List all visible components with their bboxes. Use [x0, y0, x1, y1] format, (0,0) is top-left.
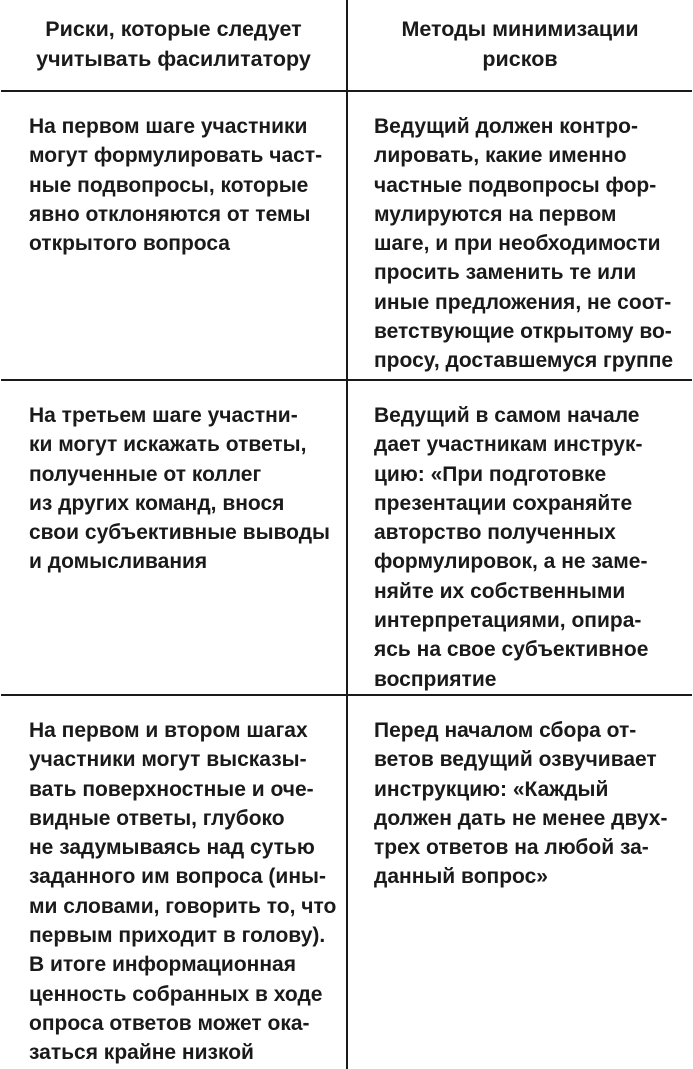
method-cell [347, 380, 692, 695]
cell-text-line: видные ответы, глубоко [29, 806, 285, 830]
cell-text-line: ценность собранных в ходе [29, 982, 323, 1006]
cell-text-line: На третьем шаге участни- [29, 404, 298, 427]
cell-text-line: просу, доставшемуся группе [374, 349, 674, 373]
cell-text-line: На первом шаге участники [29, 115, 308, 138]
cell-text-line: В итоге информационная [29, 953, 296, 977]
cell-text-line: ные подвопросы, которые [29, 173, 309, 197]
cell-text-line: свои субъективные выводы [29, 521, 330, 545]
cell-text-line: мулируются на первом [374, 202, 617, 226]
cell-text-line: иные предложения, не соот- [374, 290, 672, 314]
cell-text-line: и домысливания [29, 550, 208, 574]
cell-text-line: интерпретациями, опира- [374, 609, 642, 633]
risk-cell [1, 380, 347, 695]
cell-text-line: участники могут высказы- [29, 748, 307, 772]
risk-cell [1, 695, 347, 1069]
cell-text-line: шаге, и при необходимости [374, 232, 661, 256]
cell-text-line: ветствующие открытому во- [374, 320, 672, 344]
cell-text-line: данный вопрос» [374, 865, 548, 889]
cell-text-line: заться крайне низкой [29, 1041, 254, 1065]
cell-text-line: восприятие [374, 667, 497, 691]
cell-text-line: частные подвопросы фор- [374, 173, 657, 197]
cell-text-line: ясь на свое субъективное [374, 638, 649, 662]
method-cell [347, 91, 692, 380]
cell-text-line: заданного им вопроса (ины- [29, 865, 326, 889]
header-line: Риски, которые следует [45, 17, 302, 41]
cell-text-line: лировать, какие именно [374, 144, 627, 168]
header-row [1, 0, 692, 91]
cell-text-line: открытого вопроса [29, 232, 230, 256]
header-line: рисков [482, 47, 558, 71]
cell-text-line: дает участникам инструк- [374, 433, 643, 457]
table-row [1, 380, 692, 695]
cell-text-line: должен дать не менее двух- [374, 806, 668, 830]
cell-text-line: из других команд, внося [29, 491, 285, 515]
header-line: учитывать фасилитатору [36, 47, 311, 71]
cell-text-line: опроса ответов может ока- [29, 1011, 310, 1035]
cell-text-line: Перед началом сбора от- [374, 718, 637, 742]
cell-text-line: формулировок, а не заме- [374, 550, 648, 574]
cell-text-line: первым приходит в голову). [29, 924, 326, 948]
cell-text-line: просить заменить те или [374, 261, 637, 285]
cell-text-line: ки могут искажать ответы, [29, 433, 307, 457]
cell-text-line: ветов ведущий озвучивает [374, 748, 657, 772]
cell-text-line: не задумываясь над сутью [29, 836, 315, 860]
cell-text-line: авторство полученных [374, 521, 616, 545]
header-line: Методы минимизации [401, 17, 639, 41]
header-risks [1, 0, 347, 91]
risks-table [1, 0, 692, 1069]
cell-text-line: ми словами, говорить то, что [29, 894, 337, 918]
table-row [1, 91, 692, 380]
cell-text-line: цию: «При подготовке [374, 462, 607, 486]
cell-text-line: полученные от коллег [29, 462, 262, 486]
header-methods [347, 0, 692, 91]
cell-text-line: няйте их собственными [374, 579, 626, 603]
table-row [1, 695, 692, 1069]
cell-text-line: вать поверхностные и оче- [29, 777, 314, 801]
cell-text-line: явно отклоняются от темы [29, 202, 311, 226]
cell-text-line: могут формулировать част- [29, 144, 323, 168]
cell-text-line: презентации сохраняйте [374, 491, 633, 515]
cell-text-line: На первом и втором шагах [29, 718, 308, 742]
cell-text-line: Ведущий в самом начале [374, 404, 640, 427]
method-cell [347, 695, 692, 1069]
cell-text-line: инструкцию: «Каждый [374, 777, 609, 801]
risk-cell [1, 91, 347, 380]
cell-text-line: трех ответов на любой за- [374, 836, 649, 860]
cell-text-line: Ведущий должен контро- [374, 115, 638, 138]
